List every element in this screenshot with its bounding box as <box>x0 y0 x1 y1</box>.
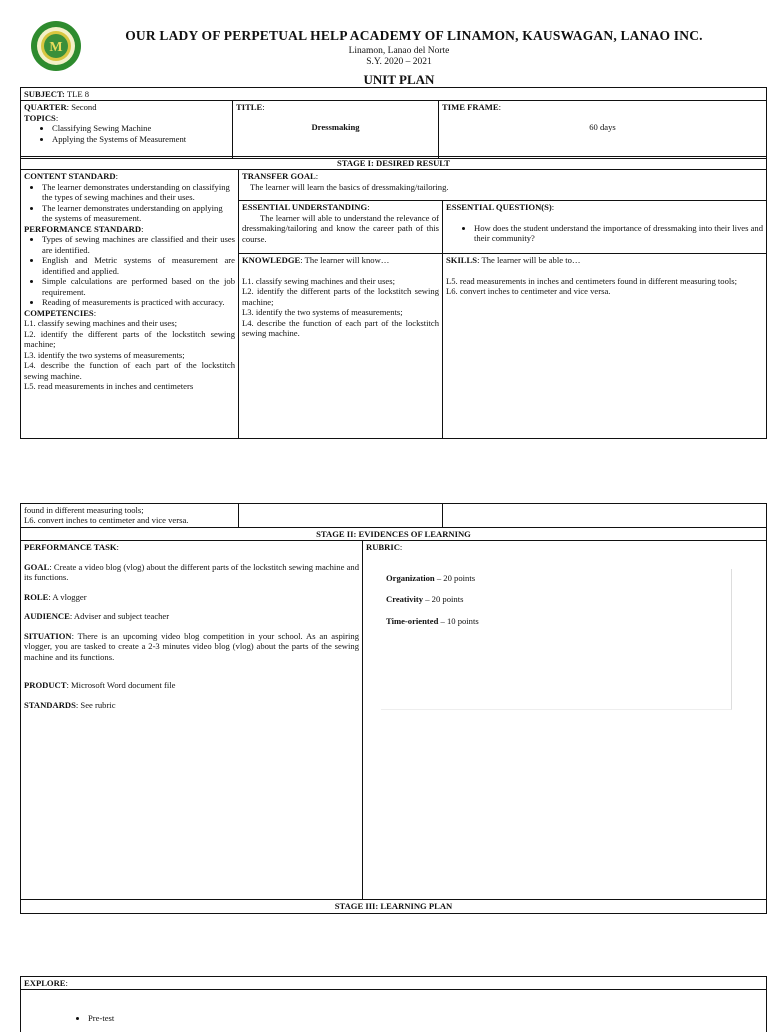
skills-item: L5. read measurements in inches and centimeters found in different measuring tools; <box>446 275 737 286</box>
standards-line <box>24 700 359 710</box>
rubric-criterion: Organization <box>386 572 435 583</box>
knowledge-label: KNOWLEDGE <box>242 255 301 266</box>
knowledge-cell <box>239 254 443 439</box>
essential-question-cell <box>443 201 767 254</box>
rubric-criterion: Creativity <box>386 594 424 605</box>
subject-label: SUBJECT: <box>24 89 65 99</box>
product-label: PRODUCT <box>24 680 67 691</box>
performance-standard-colon: : <box>141 223 144 234</box>
rubric-points: – 20 points <box>434 572 476 583</box>
title-cell <box>233 101 439 159</box>
competency-item: L2. identify the different parts of the lockstitch sewing machine; <box>24 328 235 350</box>
audience-line <box>24 611 359 621</box>
transfer-goal-label: TRANSFER GOAL <box>242 171 316 182</box>
time-frame-label: TIME FRAME <box>442 102 499 113</box>
goal-text: : Create a video blog (vlog) about the different parts of the lockstitch sewing machine and its functions. <box>24 561 359 583</box>
competencies-colon: : <box>93 307 97 318</box>
role-label: ROLE <box>24 591 49 602</box>
school-year: S.Y. 2020 – 2021 <box>366 57 432 67</box>
performance-task-colon: : <box>116 542 119 553</box>
rubric-box <box>381 569 732 710</box>
performance-task-cell <box>21 541 363 900</box>
topics-colon: : <box>55 112 59 123</box>
knowledge-intro: : The learner will know… <box>300 255 390 266</box>
essential-understanding-label: ESSENTIAL UNDERSTANDING <box>242 202 368 213</box>
content-standard-colon: : <box>115 171 118 182</box>
standards-label: STANDARDS <box>24 699 76 710</box>
topic-item: • Classifying Sewing Machine <box>52 123 229 133</box>
competency-item: L4. describe the function of each part of the lockstitch sewing machine. <box>24 360 235 381</box>
rubric-colon: : <box>399 542 403 553</box>
explore-colon: : <box>65 978 68 988</box>
performance-standard-label: PERFORMANCE STANDARD <box>24 223 142 234</box>
essential-understanding-colon: : <box>367 202 370 213</box>
essential-question-item: • How does the student understand the importance of dressmaking into their lives and their community? <box>474 223 763 244</box>
title-label: TITLE <box>236 102 263 113</box>
svg-text:M: M <box>49 40 63 55</box>
continued-empty-cell <box>443 504 767 528</box>
transfer-goal-colon: : <box>315 171 319 182</box>
situation-label: SITUATION <box>24 630 72 641</box>
essential-question-colon: : <box>551 202 555 213</box>
transfer-goal-cell <box>239 170 767 201</box>
competency-item: L1. classify sewing machines and their uses; <box>24 318 177 329</box>
knowledge-item: L4. describe the function of each part of the lockstitch sewing machine. <box>242 317 439 339</box>
title-value: Dressmaking <box>311 121 360 132</box>
stage2-header: STAGE II: EVIDENCES OF LEARNING <box>21 527 767 540</box>
stage1-header: STAGE I: DESIRED RESULT <box>21 157 767 170</box>
competency-item: L3. identify the two systems of measurements; <box>24 349 185 360</box>
rubric-cell <box>363 541 767 900</box>
time-frame-cell <box>439 101 767 159</box>
quarter-label: QUARTER <box>24 102 67 113</box>
quarter-topics-cell <box>21 101 233 159</box>
audience-label: AUDIENCE <box>24 611 70 622</box>
skills-cell <box>443 254 767 439</box>
essential-understanding-text: The learner will able to understand the relevance of dressmaking/tailoring and know the career path of this course. <box>242 212 439 244</box>
school-address: Linamon, Lanao del Norte <box>348 46 450 56</box>
stage2-table <box>20 503 767 914</box>
content-standard-item: • The learner demonstrates understanding on classifying the types of sewing machines and their uses. <box>42 182 235 203</box>
competencies-label: COMPETENCIES <box>24 307 94 318</box>
subject-row <box>21 88 767 101</box>
skills-label: SKILLS <box>446 255 478 266</box>
goal-line <box>24 562 359 583</box>
situation-text: : There is an upcoming video blog competition in your school. As an aspiring vlogger, you are tasked to create a 2-3 minutes video blog (vlog) about the parts of the sewing machine and its functions. <box>24 630 359 662</box>
continued-competencies-cell <box>21 504 239 528</box>
performance-task-label: PERFORMANCE TASK <box>24 542 117 553</box>
time-frame-colon: : <box>498 102 501 113</box>
essential-understanding-cell <box>239 201 443 254</box>
content-standard-item: • The learner demonstrates understanding on applying the systems of measurement. <box>42 203 235 224</box>
rubric-criterion: Time-oriented <box>386 615 439 626</box>
standards-text: : See rubric <box>75 699 116 710</box>
knowledge-item: L2. identify the different parts of the lockstitch sewing machine; <box>242 286 439 307</box>
skills-intro: : The learner will be able to… <box>477 255 581 266</box>
performance-standard-item: • Reading of measurements is practiced with accuracy. <box>42 297 235 307</box>
essential-question-label: ESSENTIAL QUESTION(S) <box>446 202 552 213</box>
role-line <box>24 592 359 602</box>
performance-standard-item: • Types of sewing machines are classified and their uses are identified. <box>42 234 235 255</box>
explore-item: • Pre-test <box>88 1013 763 1023</box>
topics-label: TOPICS <box>24 112 56 123</box>
role-text: : A vlogger <box>48 591 87 602</box>
explore-header-cell <box>21 977 767 990</box>
time-frame-value: 60 days <box>589 121 616 132</box>
document-title: UNIT PLAN <box>363 72 435 87</box>
competency-item: L5. read measurements in inches and centimeters <box>24 381 194 392</box>
goal-label: GOAL <box>24 561 50 572</box>
explore-body-cell <box>21 990 767 1032</box>
rubric-points: – 10 points <box>438 615 479 626</box>
product-line <box>24 680 359 690</box>
continued-line: found in different measuring tools; <box>24 505 144 515</box>
knowledge-item: L3. identify the two systems of measurements; <box>242 307 403 318</box>
product-text: : Microsoft Word document file <box>66 680 176 691</box>
continued-line: L6. convert inches to centimeter and vice versa. <box>24 515 189 526</box>
audience-text: : Adviser and subject teacher <box>69 611 170 622</box>
continued-empty-cell <box>239 504 443 528</box>
stage3-header: STAGE III: LEARNING PLAN <box>21 900 767 913</box>
unit-plan-table <box>20 87 767 159</box>
transfer-goal-text: The learner will learn the basics of dressmaking/tailoring. <box>250 181 449 192</box>
title-colon: : <box>262 102 265 113</box>
school-name: OUR LADY OF PERPETUAL HELP ACADEMY OF LINAMON, KAUSWAGAN, LANAO INC. <box>125 28 703 43</box>
topic-item: • Applying the Systems of Measurement <box>52 134 229 144</box>
skills-item: L6. convert inches to centimeter and vice versa. <box>446 286 611 297</box>
stage1-table <box>20 156 767 439</box>
situation-line <box>24 631 359 662</box>
explore-label: EXPLORE <box>24 978 66 988</box>
performance-standard-item: • Simple calculations are performed based on the job requirement. <box>42 276 235 297</box>
rubric-label: RUBRIC <box>366 542 400 553</box>
quarter-value: : Second <box>66 102 97 113</box>
rubric-points: – 20 points <box>423 594 464 605</box>
subject-value: TLE 8 <box>64 89 90 99</box>
knowledge-item: L1. classify sewing machines and their uses; <box>242 275 395 286</box>
performance-standard-item: • English and Metric systems of measurement are identified and applied. <box>42 255 235 276</box>
standards-cell <box>21 170 239 439</box>
content-standard-label: CONTENT STANDARD <box>24 171 116 182</box>
